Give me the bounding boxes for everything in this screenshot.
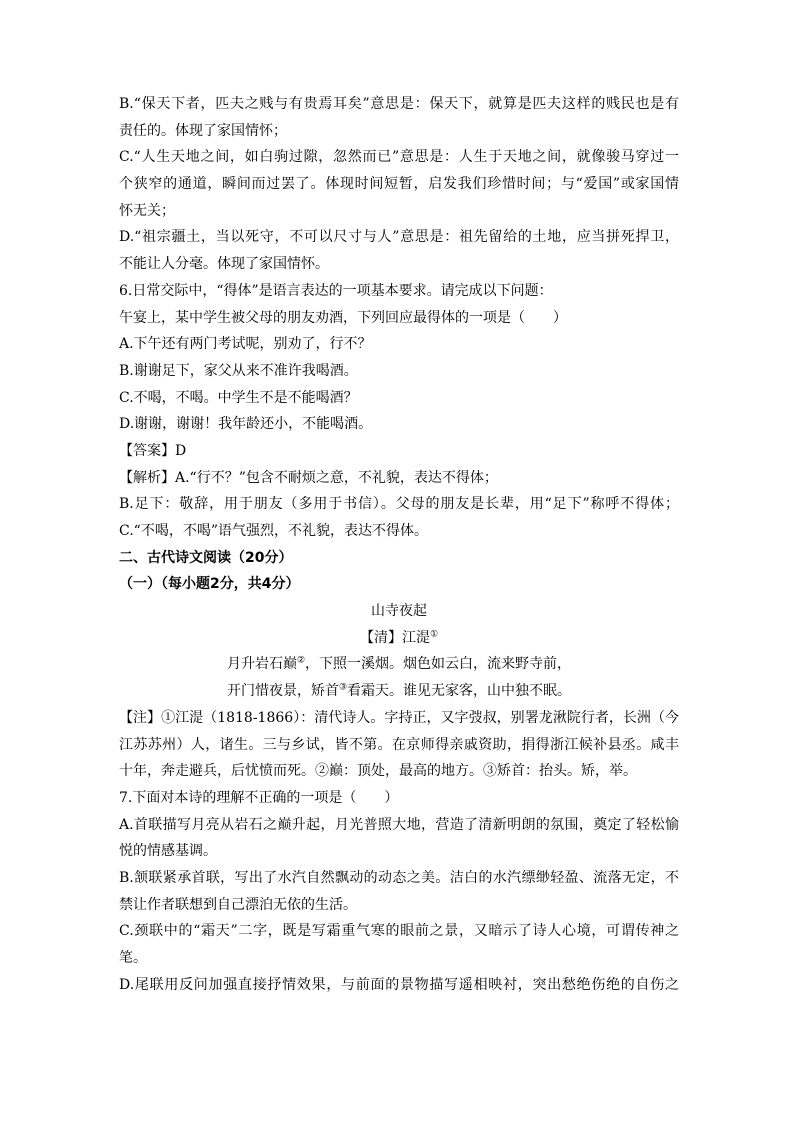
poem-note-line-2: 江苏苏州）人，诸生。三与乡试，皆不第。在京师得亲戚资助，捐得浙江候补县丞。咸丰 (119, 736, 679, 753)
poem-note-mark-3: ③ (338, 682, 348, 693)
question-7-stem: 7.下面对本诗的理解不正确的一项是（ ） (119, 789, 399, 806)
poem-author-text: 【清】江湜 (359, 629, 430, 646)
poem-note-line-1: 【注】①江湜（1818-1866）：清代诗人。字持正，又字弢叔，别署龙湫院行者，长洲（今 (119, 709, 679, 726)
question-6-option-c: C.不喝，不喝。中学生不是不能喝酒？ (119, 389, 358, 406)
section-heading: 二、古代诗文阅读（20分） (119, 549, 293, 566)
question-7-option-d-line-1: D.尾联用反问加强直接抒情效果，与前面的景物描写遥相映衬，突出愁绝伤绝的自伤之 (119, 976, 679, 993)
option-c-line-3: 怀无关； (119, 202, 175, 219)
option-b-line-1: B.“保天下者，匹夫之贱与有贵焉耳矣”意思是：保天下，就算是匹夫这样的贱民也是有 (119, 96, 679, 112)
question-6-stem: 6.日常交际中，“得体”是语言表达的一项基本要求。请完成以下问题： (119, 282, 553, 299)
question-6-answer: 【答案】D (119, 442, 187, 459)
poem-line-2: 开门惜夜景，矫首③看霜天。谁见无家客，山中独不眠。 (226, 682, 572, 700)
question-6-analysis-b: B.足下：敬辞，用于朋友（多用于书信）。父母的朋友是长辈，用“足下”称呼不得体； (119, 496, 679, 513)
poem-title: 山寺夜起 (371, 603, 427, 620)
question-6-analysis-c: C.“不喝，不喝”语气强烈，不礼貌，表达不得体。 (119, 523, 428, 539)
subsection-heading: （一）（每小题2分，共4分） (119, 576, 300, 593)
question-6-option-a: A.下午还有两门考试呢，别劝了，行不？ (119, 336, 372, 353)
option-d-line-2: 不能让人分毫。体现了家国情怀。 (119, 256, 329, 273)
question-7-option-b-line-2: 禁让作者联想到自己漂泊无依的生活。 (119, 896, 357, 913)
poem-author (119, 625, 679, 652)
question-6-option-b: B.谢谢足下，家父从来不准许我喝酒。 (119, 362, 358, 379)
question-6-prompt: 午宴上，某中学生被父母的朋友劝酒，下列回应最得体的一项是（ ） (119, 309, 567, 326)
question-6-option-d: D.谢谢，谢谢！我年龄还小，不能喝酒。 (119, 416, 373, 433)
poem-note-mark-2: ② (296, 655, 306, 666)
question-7-option-c-line-1: C.颈联中的“霜天”二字，既是写霜重气寒的眼前之景，又暗示了诗人心境，可谓传神之 (119, 923, 679, 940)
poem-note-line-3: 十年，奔走避兵，后忧愤而死。②巅：顶处，最高的地方。③矫首：抬头。矫，举。 (119, 763, 637, 780)
option-c-line-2: 个狭窄的通道，瞬间而过罢了。体现时间短暂，启发我们珍惜时间；与“爱国”或家国情 (119, 176, 679, 193)
document-content (119, 91, 679, 998)
question-7-option-a-line-1: A.首联描写月亮从岩石之巅升起，月光普照大地，营造了清新明朗的氛围，奠定了轻松愉 (119, 816, 679, 833)
question-7-option-b-line-1: B.颔联紧承首联，写出了水汽自然飘动的动态之美。洁白的水汽缥缈轻盈、流落无定，不 (119, 869, 679, 886)
option-d-line-1: D.“祖宗疆土，当以死守，不可以尺寸与人”意思是：祖先留给的土地，应当拼死捍卫， (119, 229, 679, 246)
option-c-line-1: C.“人生天地之间，如白驹过隙，忽然而已”意思是：人生于天地之间，就像骏马穿过一 (119, 149, 679, 166)
poem-line-1: 月升岩石巅②，下照一溪烟。烟色如云白，流来野寺前， (226, 655, 572, 673)
question-7-option-c-line-2: 笔。 (119, 950, 147, 966)
poem-author-note-mark: ① (429, 629, 439, 640)
option-b-line-2: 责任的。体现了家国情怀； (119, 122, 287, 139)
question-7-option-a-line-2: 悦的情感基调。 (119, 843, 217, 860)
question-6-analysis-a: 【解析】A.“行不？”包含不耐烦之意，不礼貌，表达不得体； (119, 469, 498, 486)
